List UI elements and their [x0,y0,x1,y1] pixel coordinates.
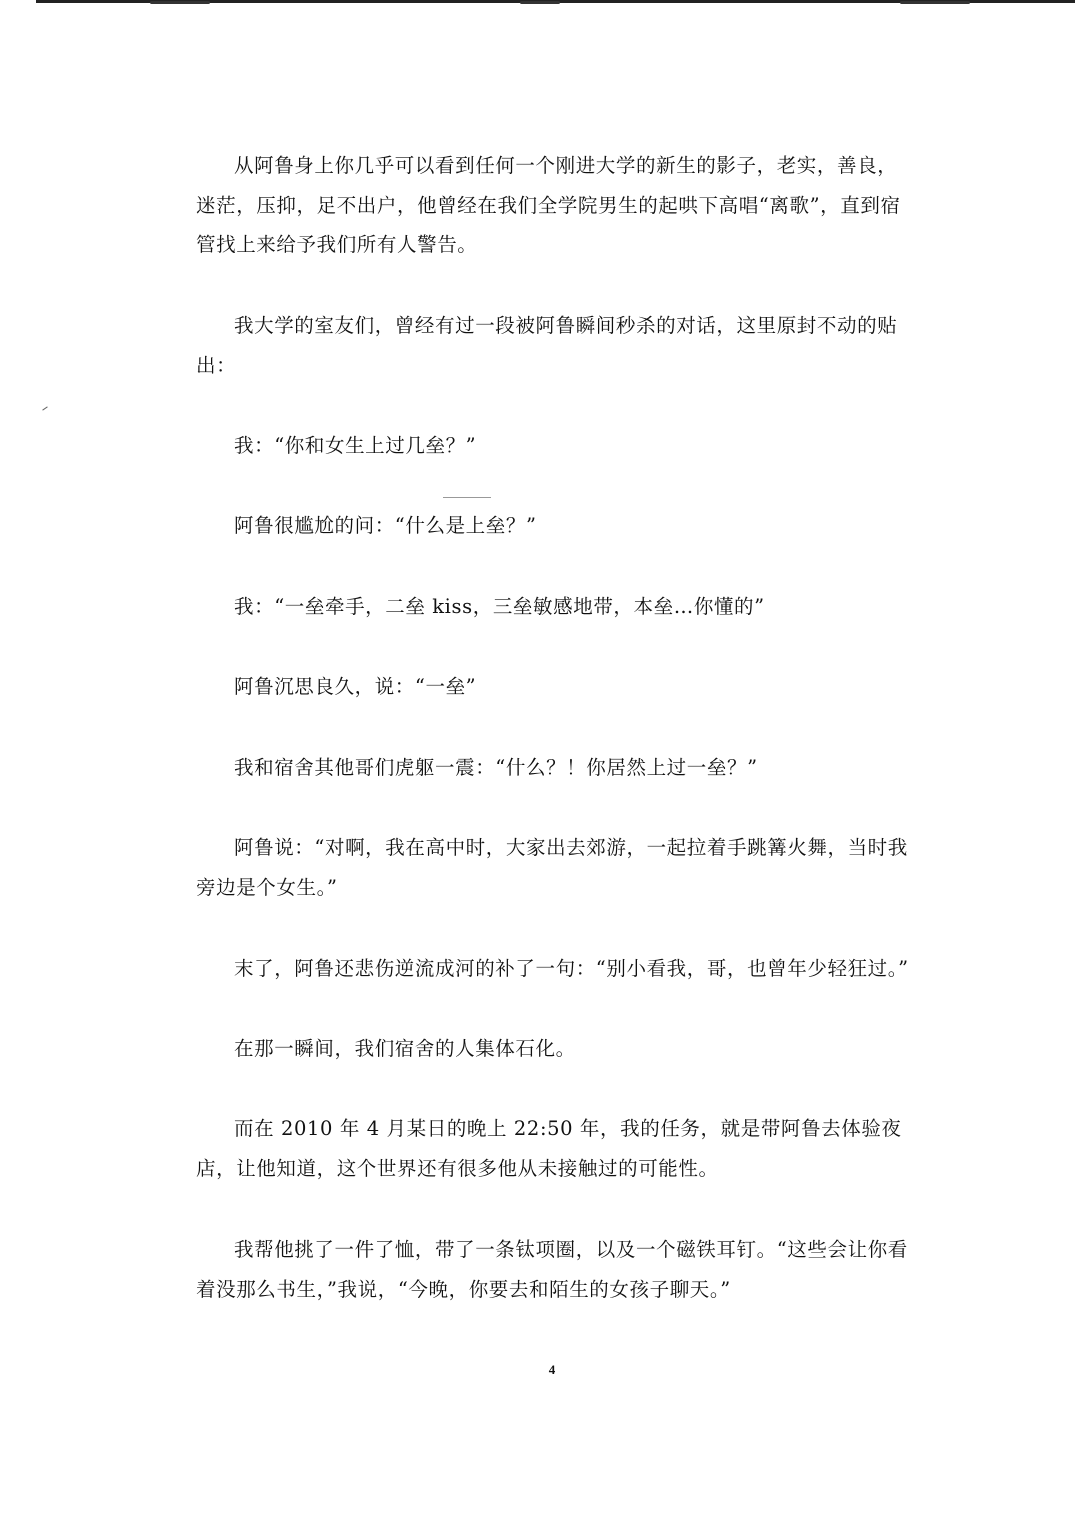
paragraph-3: 我：“你和女生上过几垒？” [234,434,477,457]
paragraph-5: 我：“一垒牵手，二垒 kiss，三垒敏感地带，本垒…你懂的” [234,595,765,618]
paragraph-7: 我和宿舍其他哥们虎躯一震：“什么？！你居然上过一垒？” [234,756,758,779]
page-number: 4 [548,1362,556,1377]
scan-smudge [520,1,560,4]
scan-artifact-line [443,497,491,498]
paragraph-8: 阿鲁说：“对啊，我在高中时，大家出去郊游，一起拉着手跳篝火舞，当时我旁边是个女生。” [196,836,908,899]
paragraph-4: 阿鲁很尴尬的问：“什么是上垒？” [234,514,537,537]
scan-smudge [150,1,210,4]
paragraph-11: 而在 2010 年 4 月某日的晚上 22:50 年，我的任务，就是带阿鲁去体验夜店，让他知道，这个世界还有很多他从未接触过的可能性。 [196,1117,902,1180]
paragraph-9: 末了，阿鲁还悲伤逆流成河的补了一句：“别小看我，哥，也曾年少轻狂过。” [234,957,909,980]
paragraph-12: 我帮他挑了一件了恤，带了一条钛项圈，以及一个磁铁耳钉。“这些会让你看着没那么书生，”我说，“今晚，你要去和陌生的女孩子聊天。” [196,1238,908,1301]
paragraph-2: 我大学的室友们，曾经有过一段被阿鲁瞬间秒杀的对话，这里原封不动的贴出： [196,314,898,377]
paragraph-6: 阿鲁沉思良久，说：“一垒” [234,675,477,698]
scan-smudge [900,1,970,4]
paragraph-10: 在那一瞬间，我们宿舍的人集体石化。 [234,1037,576,1060]
scan-artifact-mark [42,406,47,410]
paragraph-1: 从阿鲁身上你几乎可以看到任何一个刚进大学的新生的影子，老实，善良，迷茫，压抑，足不出户，他曾经在我们全学院男生的起哄下高唱“离歌”，直到宿管找上来给予我们所有人警告。 [196,154,901,256]
